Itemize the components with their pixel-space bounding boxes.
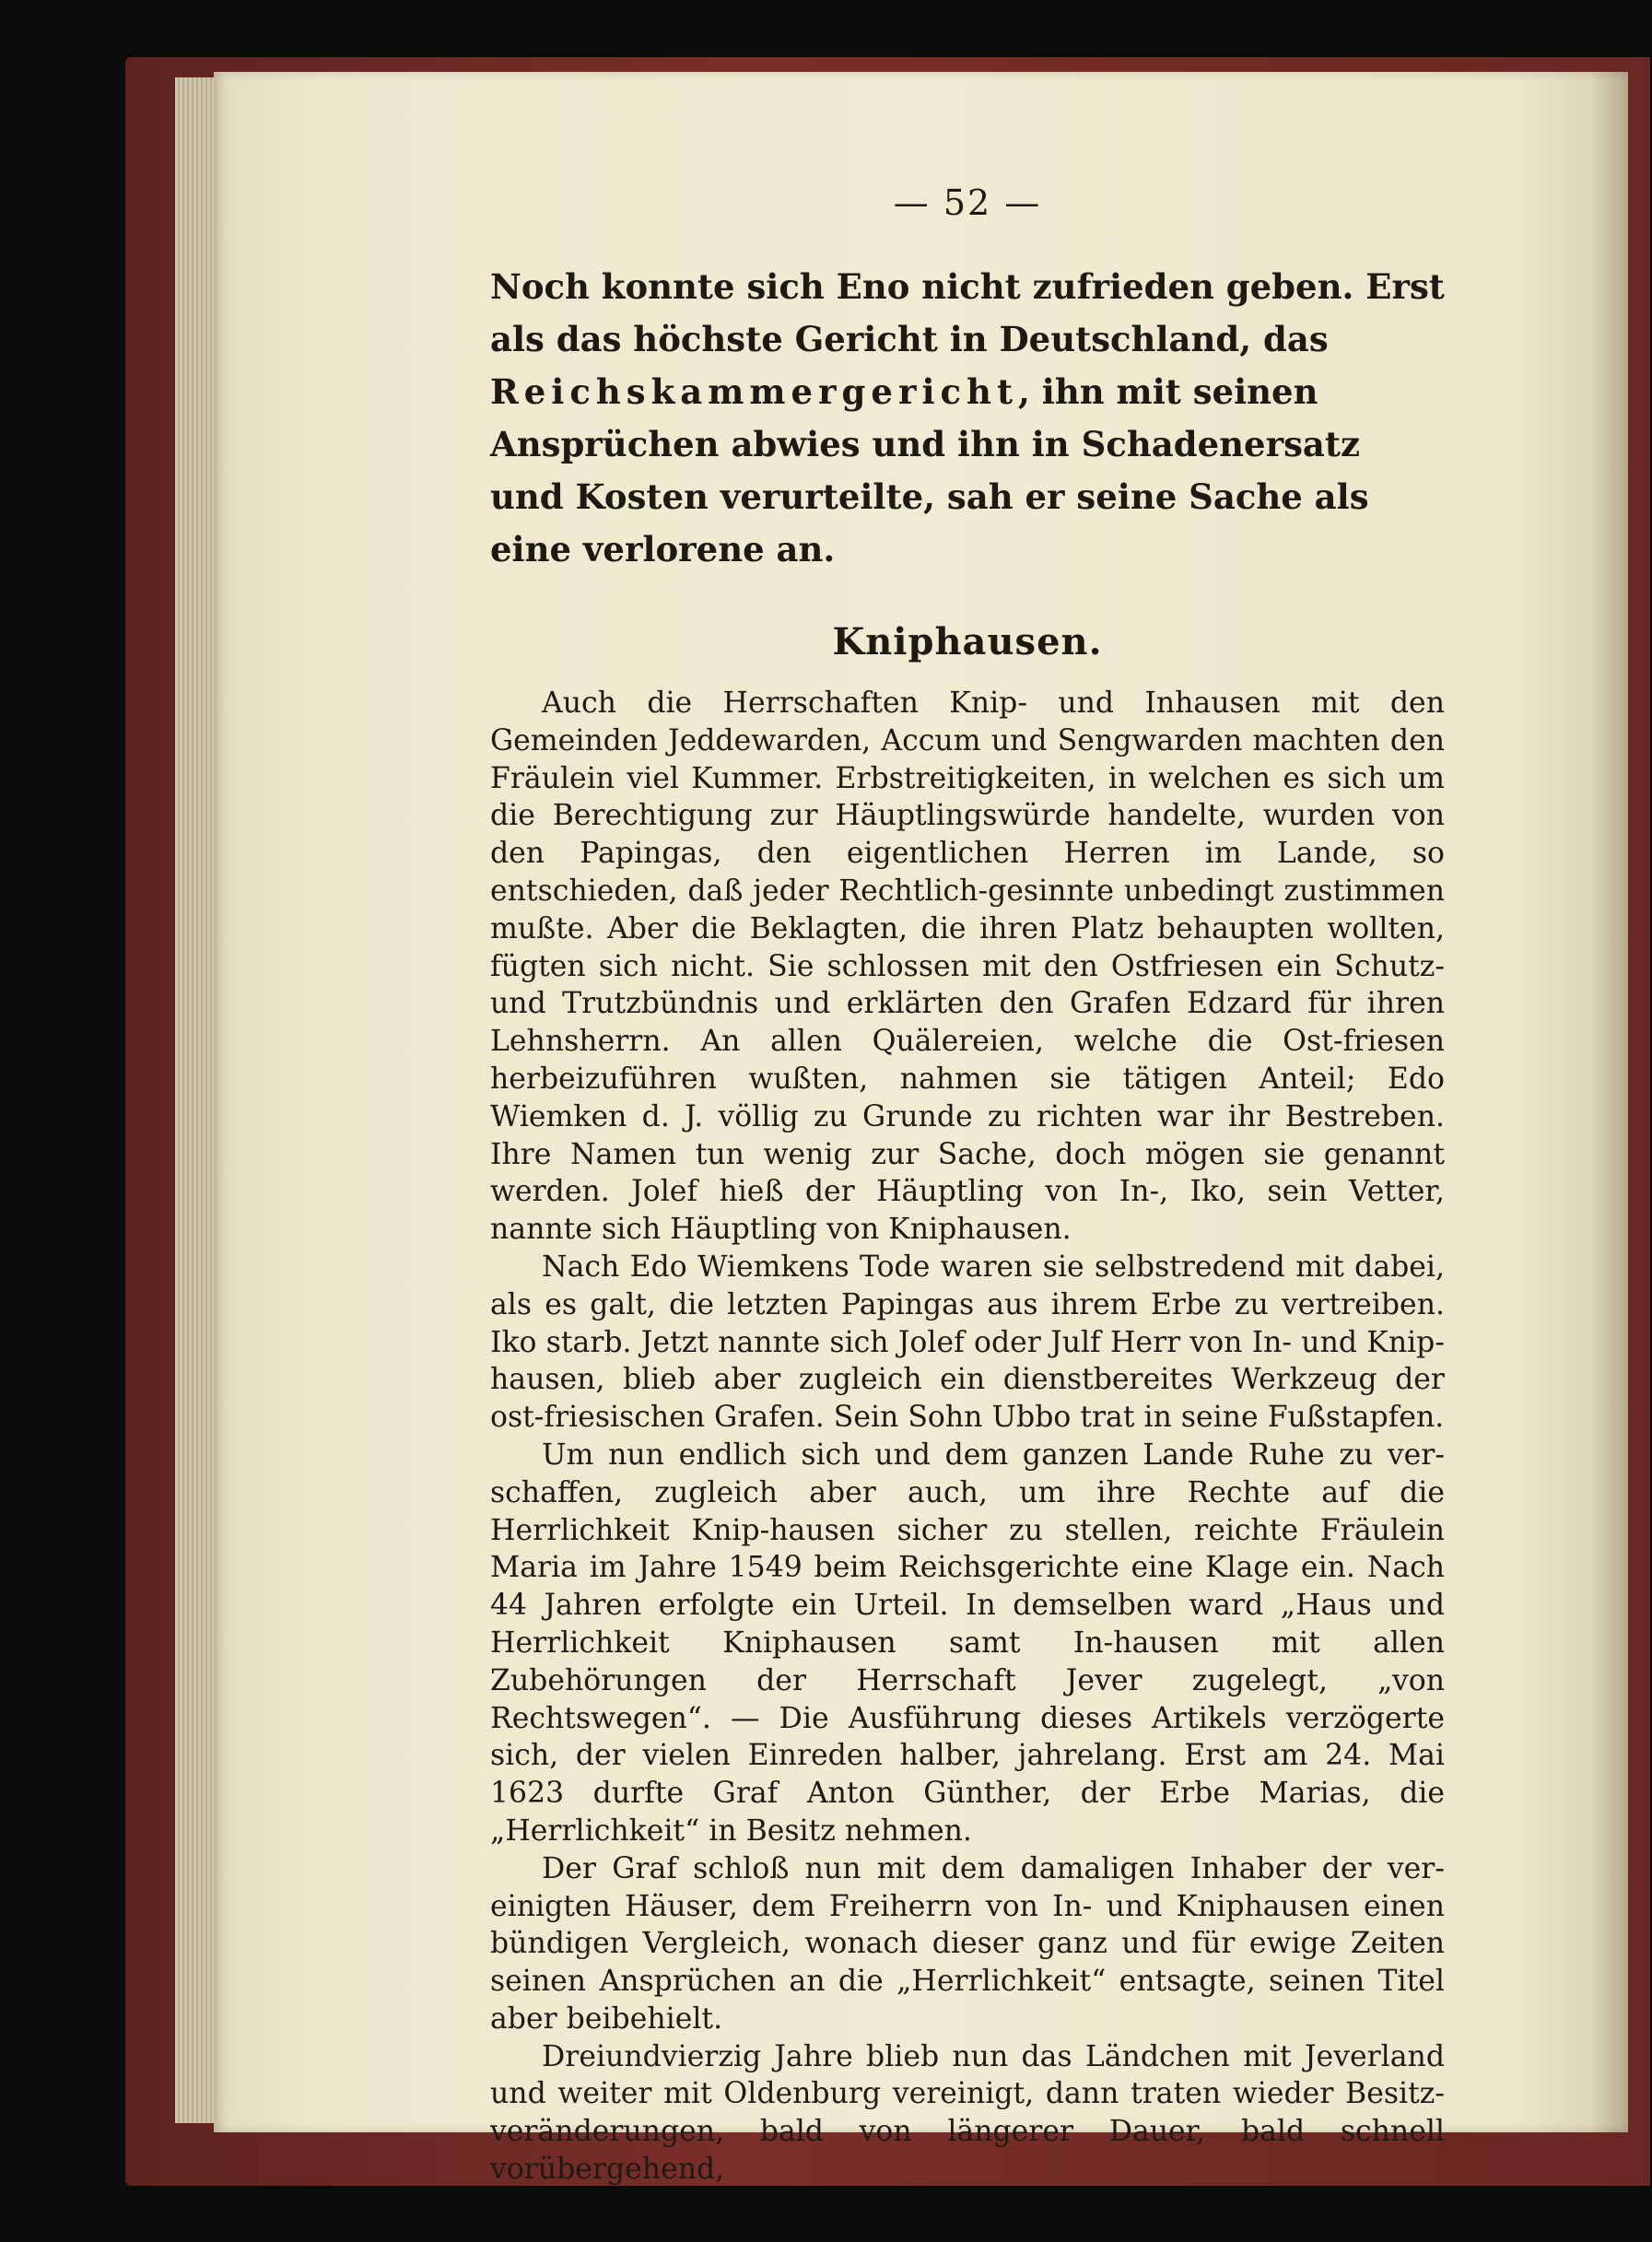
paragraph-top xyxy=(490,261,1445,576)
paragraph-top-part-1: Noch konnte sich Eno nicht zufrieden geben. Erst als das höchste Gericht in Deutschland, das xyxy=(490,266,1445,359)
paragraph-1: Auch die Herrschaften Knip- und Inhausen mit den Gemeinden Jeddewarden, Accum und Sengwarden machten den Fräulein viel Kummer. Erbstreitigkeiten, in welchen es sich um die Berechtigung zur Häuptlingswürde handelte, wurden von den Papingas, den eigentlichen Herren im Lande, so entschieden, daß jeder Rechtlich-gesinnte unbedingt zustimmen mußte. Aber die Beklagten, die ihren Platz behaupten wollten, fügten sich nicht. Sie schlossen mit den Ostfriesen ein Schutz- und Trutzbündnis und erklärten den Grafen Edzard für ihren Lehnsherrn. An allen Quälereien, welche die Ost-friesen herbeizuführen wußten, nahmen sie tätigen Anteil; Edo Wiemken d. J. völlig zu Grunde zu richten war ihr Bestreben. Ihre Namen tun wenig zur Sache, doch mögen sie genannt werden. Jolef hieß der Häuptling von In-, Iko, sein Vetter, nannte sich Häuptling von Kniphausen. xyxy=(490,687,1445,1247)
page-fold-shadow xyxy=(1591,72,1628,2132)
paragraph-2: Nach Edo Wiemkens Tode waren sie selbstredend mit dabei, als es galt, die letzten Papingas aus ihrem Erbe zu vertreiben. Iko starb. Jetzt nannte sich Jolef oder Julf Herr von In- und Knip-hausen, blieb aber zugleich ein dienstbereites Werkzeug der ost-friesischen Grafen. Sein Sohn Ubbo trat in seine Fußstapfen. xyxy=(490,1250,1445,1435)
section-heading: Kniphausen. xyxy=(832,620,1103,663)
paragraph-top-spaced-2: kammergericht xyxy=(650,371,1019,412)
paragraph-4: Der Graf schloß nun mit dem damaligen Inhaber der ver-einigten Häuser, dem Freiherrn von In- und Kniphausen einen bündigen Vergleich, wonach dieser ganz und für ewige Zeiten seinen Ansprüchen an die „Herrlichkeit“ entsagte, seinen Titel aber beibehielt. xyxy=(490,1851,1445,2036)
paragraph-top-spaced-1: Reichs xyxy=(490,371,651,412)
page-text xyxy=(490,180,1445,2189)
paragraph-5: Dreiundvierzig Jahre blieb nun das Ländchen mit Jeverland und weiter mit Oldenburg vereinigt, dann traten wieder Besitz-veränderungen, bald von längerer Dauer, bald schnell vorübergehend, xyxy=(490,2039,1445,2187)
paragraph-top-part-4: , ihn mit seinen Ansprüchen abwies und ihn in Schadenersatz und Kosten verurteilte, sah er seine Sache als eine verlorene an. xyxy=(490,371,1369,569)
paragraph-3: Um nun endlich sich und dem ganzen Lande Ruhe zu ver-schaffen, zugleich aber auch, um ihre Rechte auf die Herrlichkeit Knip-hausen sicher zu stellen, reichte Fräulein Maria im Jahre 1549 beim Reichsgerichte eine Klage ein. Nach 44 Jahren erfolgte ein Urteil. In demselben ward „Haus und Herrlichkeit Kniphausen samt In-hausen mit allen Zubehörungen der Herrschaft Jever zugelegt, „von Rechtswegen“. — Die Ausführung dieses Artikels verzögerte sich, der vielen Einreden halber, jahrelang. Erst am 24. Mai 1623 durfte Graf Anton Günther, der Erbe Marias, die „Herrlichkeit“ in Besitz nehmen. xyxy=(490,1438,1445,1848)
page-number: — 52 — xyxy=(893,182,1042,223)
